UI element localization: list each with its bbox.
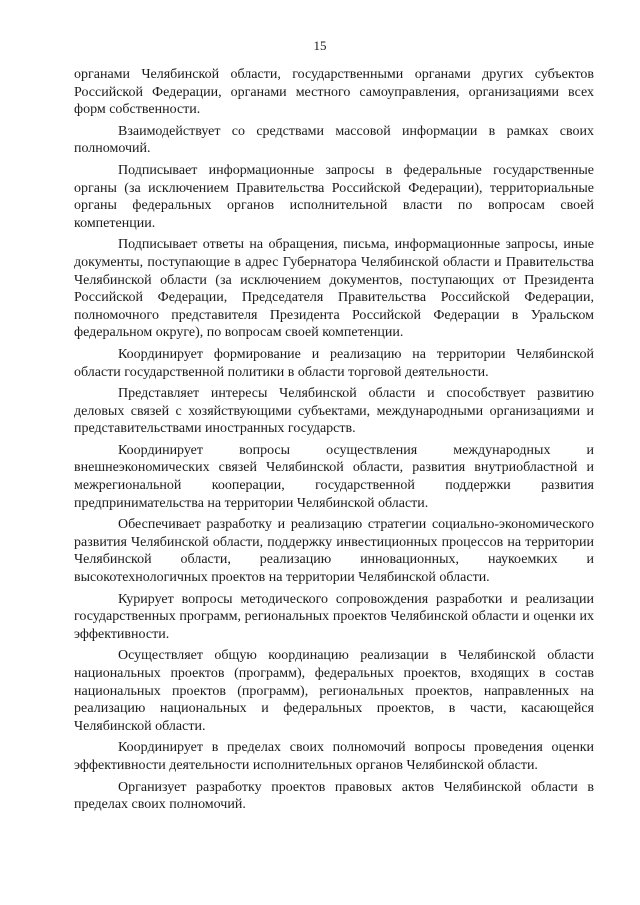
paragraph-state-programs: Курирует вопросы методического сопровождения разработки и реализации государственных программ, региональных проектов Челябинской области и оценки их эффективности. [74,591,594,642]
paragraph-national-projects: Осуществляет общую координацию реализации в Челябинской области национальных проектов (программ), федеральных проектов, входящих в состав национальных проектов (программ), региональных проектов, направленных на реализацию национальных и федеральных проектов, в части, касающейся Челябинской области. [74,648,594,734]
paragraph-legal-acts: Организует разработку проектов правовых актов Челябинской области в пределах своих полномочий. [74,779,594,813]
paragraph-federal-requests: Подписывает информационные запросы в федеральные государственные органы (за исключением Правительства Российской Федерации), территориальные органы федеральных органов исполнительной власти по вопросам своей компетенции. [74,162,594,231]
paragraph-represents-interests: Представляет интересы Челябинской области и способствует развитию деловых связей с хозяйствующими субъектами, международными организациями и представительствами иностранных государств. [74,386,594,437]
paragraph-trade-policy: Координирует формирование и реализацию на территории Челябинской области государственной политики в области торговой деятельности. [74,346,594,380]
paragraph-development-strategy: Обеспечивает разработку и реализацию стратегии социально-экономического развития Челябинской области, поддержку инвестиционных процессов на территории Челябинской области, реализацию инновационных, наукоемких и высокотехнологичных проектов на территории Челябинской области. [74,517,594,586]
paragraph-international-relations: Координирует вопросы осуществления международных и внешнеэкономических связей Челябинской области, развития внутриобластной и межрегиональной кооперации, государственной поддержки развития предпринимательства на территории Челябинской области. [74,442,594,511]
paragraph-media-interaction: Взаимодействует со средствами массовой информации в рамках своих полномочий. [74,123,594,157]
page-number: 15 [313,38,327,53]
paragraph-continuation: органами Челябинской области, государственными органами других субъектов Российской Федерации, органами местного самоуправления, организациями всех форм собственности. [74,67,594,118]
paragraph-efficiency-assessment: Координирует в пределах своих полномочий вопросы проведения оценки эффективности деятельности исполнительных органов Челябинской области. [74,740,594,773]
document-body [74,66,594,818]
paragraph-signs-responses: Подписывает ответы на обращения, письма, информационные запросы, иные документы, поступающие в адрес Губернатора Челябинской области и Правительства Челябинской области (за исключением документов, поступающих от Президента Российской Федерации, Председателя Правительства Российской Федерации, полномочного представителя Президента Российской Федерации в Уральском федеральном округе), по вопросам своей компетенции. [74,237,594,341]
